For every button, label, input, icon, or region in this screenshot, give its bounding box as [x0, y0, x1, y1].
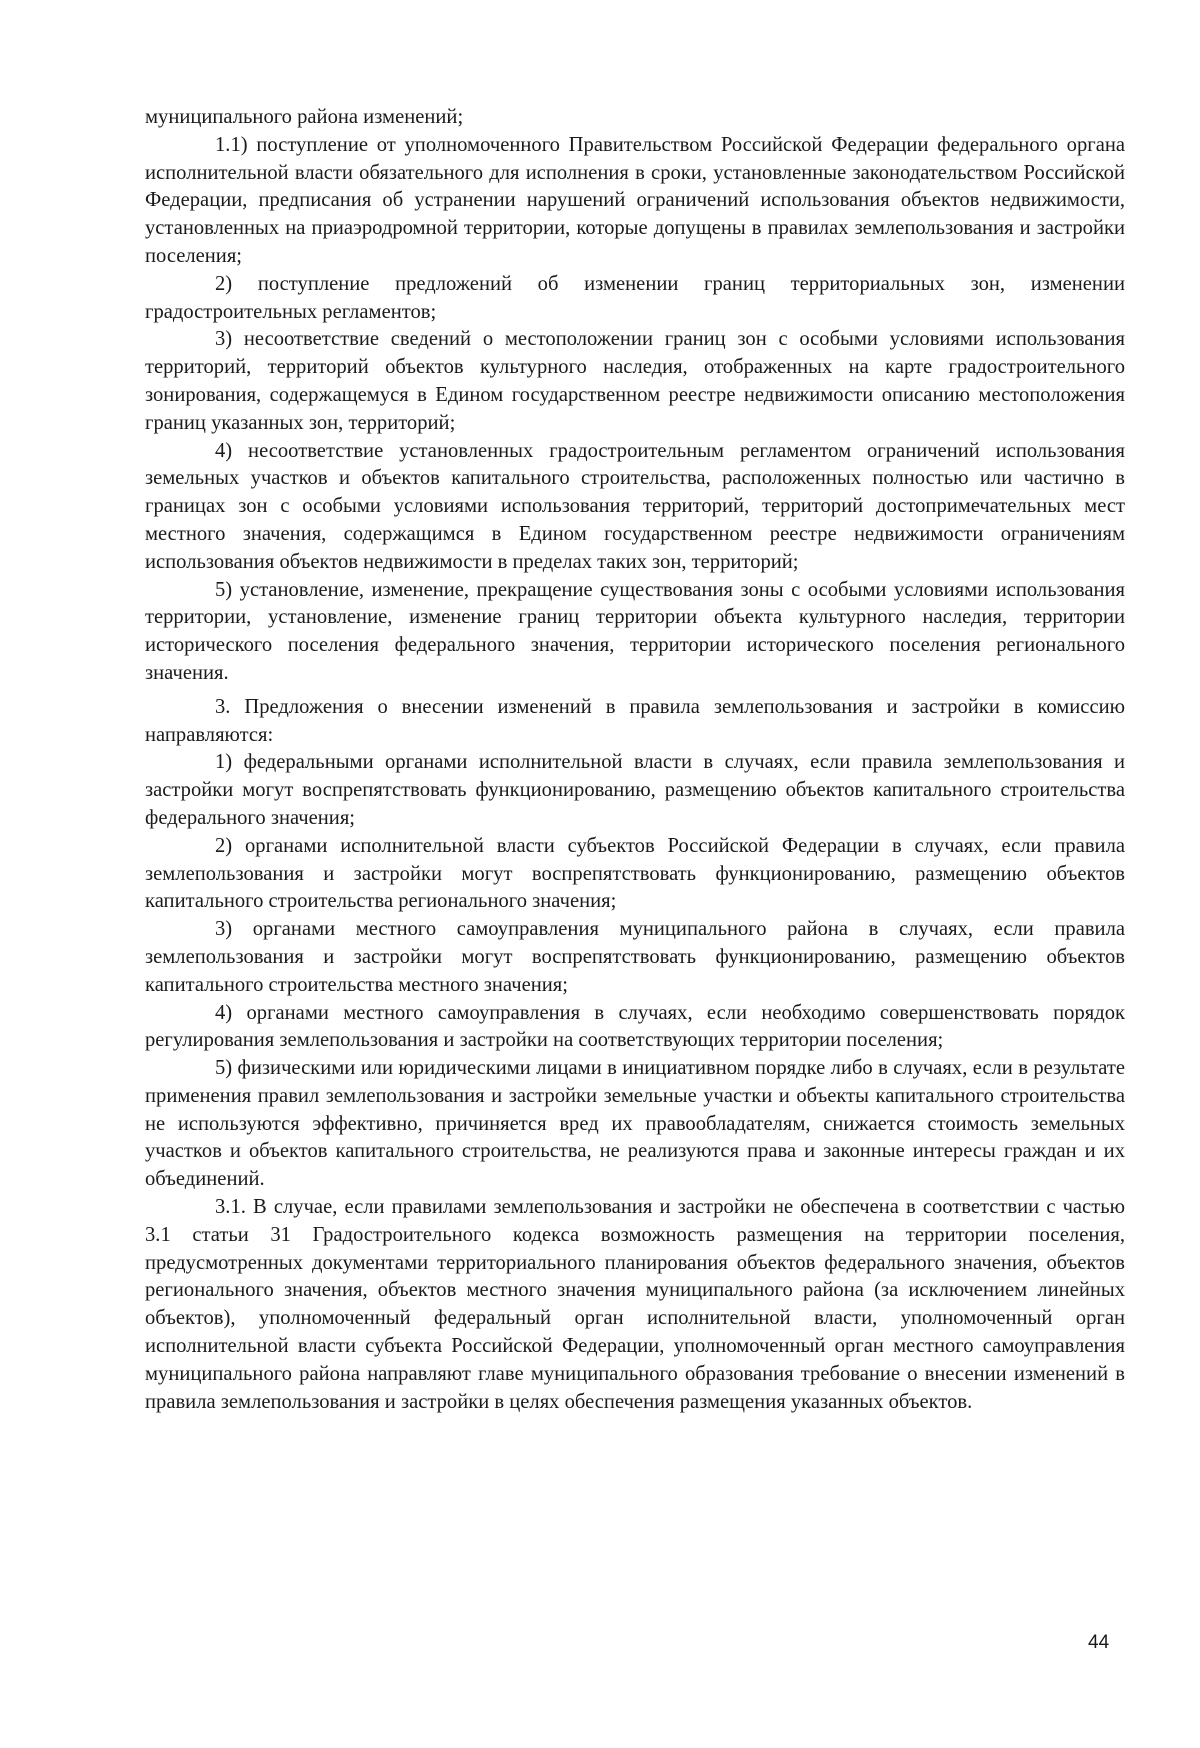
- paragraph-section-3-item-5: 5) физическими или юридическими лицами в инициативном порядке либо в случаях, если в результате применения правил землепользования и застройки земельные участки и объекты капитального строительства не используются эффективно, причиняется вред их правообладателям, снижается стоимость земельных участков и объектов капитального строительства, не реализуются права и законные интересы граждан и их объединений.: [145, 1057, 1125, 1191]
- paragraph-item-4: 4) несоответствие установленных градостроительным регламентом ограничений использования земельных участков и объектов капитального строительства, расположенных полностью или частично в границах зон с особыми условиями использования территорий, территорий достопримечательных мест местного значения, содержащимся в Едином государственном реестре недвижимости ограничениям использования объектов недвижимости в пределах таких зон, территорий;: [145, 439, 1125, 573]
- paragraph-continuation: муниципального района изменений;: [145, 106, 464, 128]
- paragraph-item-2: 2) поступление предложений об изменении границ территориальных зон, изменении градостроительных регламентов;: [145, 272, 1125, 323]
- paragraph-section-3: 3. Предложения о внесении изменений в правила землепользования и застройки в комиссию направляются:: [145, 695, 1125, 746]
- page-number: 44: [1088, 1632, 1110, 1653]
- paragraph-section-3-item-3: 3) органами местного самоуправления муниципального района в случаях, если правила землепользования и застройки могут воспрепятствовать функционированию, размещению объектов капитального строительства местного значения;: [145, 918, 1125, 996]
- paragraph-item-3: 3) несоответствие сведений о местоположении границ зон с особыми условиями использования территорий, территорий объектов культурного наследия, отображенных на карте градостроительного зонирования, содержащемуся в Едином государственном реестре недвижимости описанию местоположения границ указанных зон, территорий;: [145, 328, 1125, 434]
- paragraph-item-1-1: 1.1) поступление от уполномоченного Правительством Российской Федерации федерального органа исполнительной власти обязательного для исполнения в сроки, установленные законодательством Российской Федерации, предписания об устранении нарушений ограничений использования объектов недвижимости, установленных на приаэродромной территории, которые допущены в правилах землепользования и застройки поселения;: [145, 133, 1125, 267]
- document-body: [145, 104, 1125, 1416]
- paragraph-section-3-1: 3.1. В случае, если правилами землепользования и застройки не обеспечена в соответствии с частью 3.1 статьи 31 Градостроительного кодекса возможность размещения на территории поселения, предусмотренных документами территориального планирования объектов федерального значения, объектов регионального значения, объектов местного значения муниципального района (за исключением линейных объектов), уполномоченный федеральный орган исполнительной власти, уполномоченный орган исполнительной власти субъекта Российской Федерации, уполномоченный орган местного самоуправления муниципального района направляют главе муниципального образования требование о внесении изменений в правила землепользования и застройки в целях обеспечения размещения указанных объектов.: [145, 1196, 1125, 1413]
- paragraph-section-3-item-4: 4) органами местного самоуправления в случаях, если необходимо совершенствовать порядок регулирования землепользования и застройки на соответствующих территории поселения;: [145, 1001, 1125, 1052]
- paragraph-section-3-item-1: 1) федеральными органами исполнительной власти в случаях, если правила землепользования и застройки могут воспрепятствовать функционированию, размещению объектов капитального строительства федерального значения;: [145, 751, 1125, 829]
- paragraph-item-5: 5) установление, изменение, прекращение существования зоны с особыми условиями использования территории, установление, изменение границ территории объекта культурного наследия, территории исторического поселения федерального значения, территории исторического поселения регионального значения.: [145, 578, 1125, 684]
- paragraph-section-3-item-2: 2) органами исполнительной власти субъектов Российской Федерации в случаях, если правила землепользования и застройки могут воспрепятствовать функционированию, размещению объектов капитального строительства регионального значения;: [145, 834, 1125, 913]
